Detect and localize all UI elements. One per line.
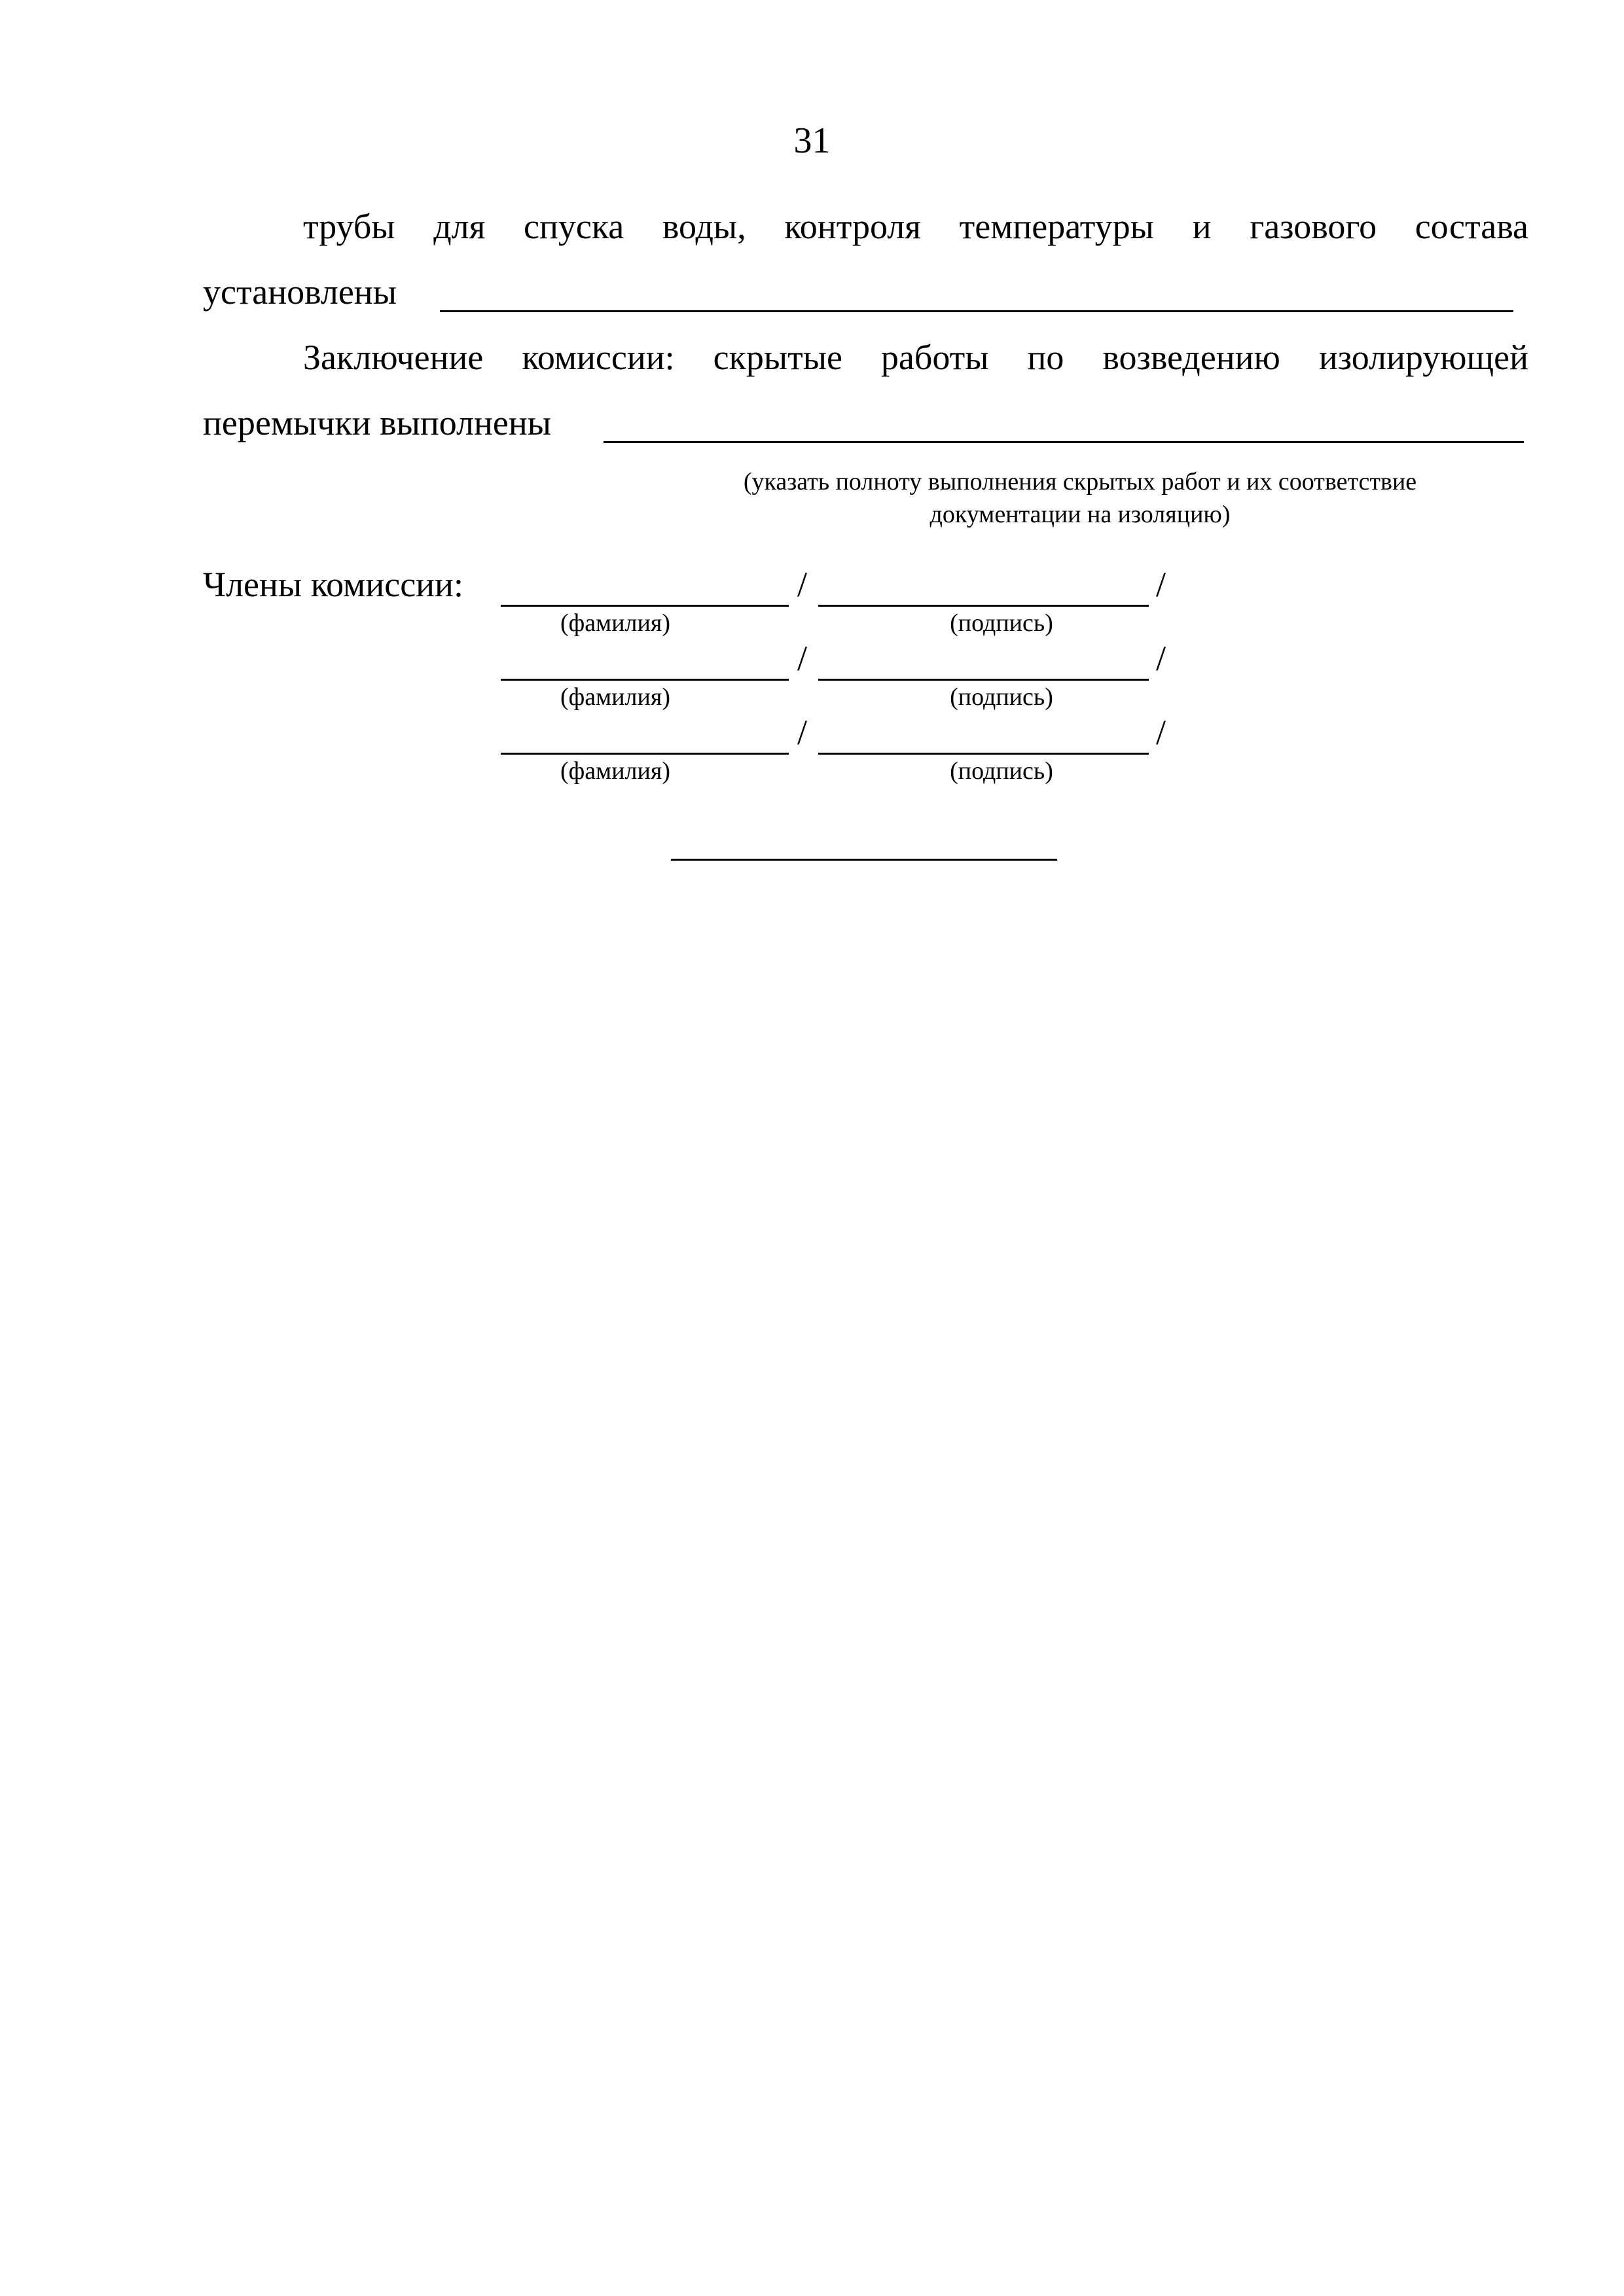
surname-line[interactable] [501,753,789,755]
separator-slash: / [797,565,808,604]
word: состава [1415,207,1528,246]
word: трубы [303,207,395,246]
word: скрытые [713,338,842,377]
paragraph-2-line-1 [303,336,1528,379]
signature-caption: (подпись) [950,609,1053,637]
hint-line-2: документации на изоляцию) [929,501,1231,528]
fill-line-installed[interactable] [440,310,1513,312]
word: воды, [662,207,746,246]
word: для [433,207,486,246]
hint-line-1: (указать полноту выполнения скрытых работ и их соответствие [743,468,1417,495]
surname-line[interactable] [501,605,789,607]
signature-line[interactable] [818,679,1149,681]
word: спуска [524,207,624,246]
word: по [1027,338,1064,377]
word: возведению [1102,338,1280,377]
surname-caption: (фамилия) [560,757,670,785]
word: газового [1250,207,1377,246]
separator-slash: / [1156,639,1166,678]
signature-caption: (подпись) [950,683,1053,711]
signature-line[interactable] [818,753,1149,755]
end-divider [671,859,1057,861]
surname-line[interactable] [501,679,789,681]
word: температуры [959,207,1154,246]
word: Заключение [303,338,484,377]
word: работы [880,338,989,377]
word: комиссии: [522,338,675,377]
paragraph-1-line-2: установлены [203,272,397,312]
surname-caption: (фамилия) [560,683,670,711]
fill-line-conclusion[interactable] [604,441,1524,443]
separator-slash: / [797,639,808,678]
signature-line[interactable] [818,605,1149,607]
word: контроля [784,207,922,246]
word: изолирующей [1318,338,1528,377]
word: и [1192,207,1212,246]
signature-caption: (подпись) [950,757,1053,785]
separator-slash: / [1156,713,1166,752]
surname-caption: (фамилия) [560,609,670,637]
page-number: 31 [793,120,831,161]
members-label: Члены комиссии: [203,565,463,604]
separator-slash: / [797,713,808,752]
paragraph-1-line-1 [303,205,1528,248]
separator-slash: / [1156,565,1166,604]
paragraph-2-line-2: перемычки выполнены [203,403,552,442]
